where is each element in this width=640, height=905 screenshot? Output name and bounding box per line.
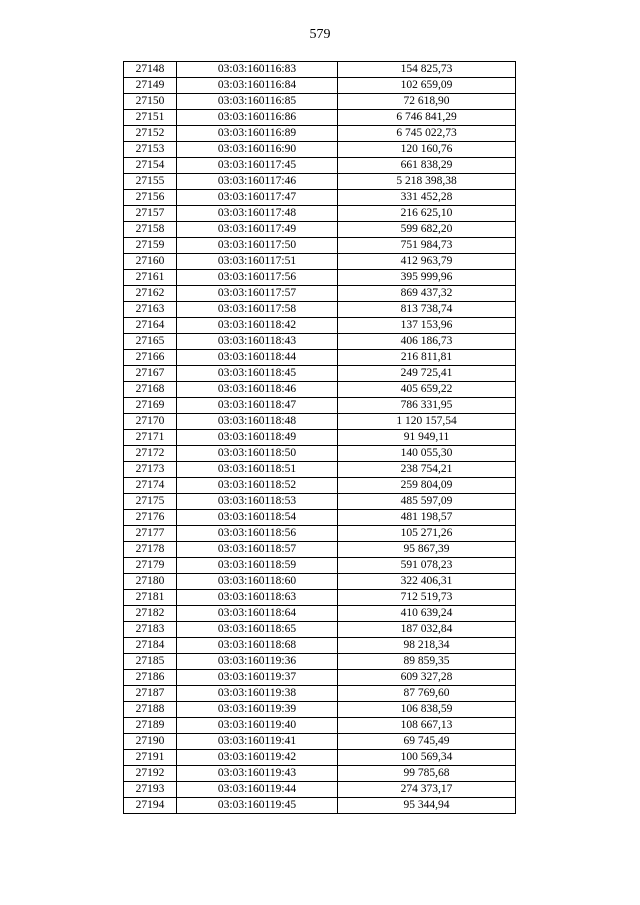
row-number-cell: 27167 [124, 366, 177, 382]
cadastral-number-cell: 03:03:160118:63 [177, 590, 338, 606]
table-row [124, 94, 516, 110]
row-number-cell: 27189 [124, 718, 177, 734]
value-cell: 1 120 157,54 [338, 414, 516, 430]
row-number-cell: 27176 [124, 510, 177, 526]
cadastral-number-cell: 03:03:160117:45 [177, 158, 338, 174]
cadastral-number-cell: 03:03:160118:59 [177, 558, 338, 574]
table-row [124, 350, 516, 366]
row-number-cell: 27155 [124, 174, 177, 190]
row-number-cell: 27168 [124, 382, 177, 398]
value-cell: 91 949,11 [338, 430, 516, 446]
row-number-cell: 27180 [124, 574, 177, 590]
row-number-cell: 27182 [124, 606, 177, 622]
value-cell: 72 618,90 [338, 94, 516, 110]
table-row [124, 318, 516, 334]
value-cell: 100 569,34 [338, 750, 516, 766]
row-number-cell: 27153 [124, 142, 177, 158]
value-cell: 216 811,81 [338, 350, 516, 366]
table-row [124, 238, 516, 254]
table-row [124, 750, 516, 766]
row-number-cell: 27171 [124, 430, 177, 446]
table-row [124, 462, 516, 478]
cadastral-number-cell: 03:03:160118:68 [177, 638, 338, 654]
row-number-cell: 27166 [124, 350, 177, 366]
cadastral-number-cell: 03:03:160117:51 [177, 254, 338, 270]
cadastral-number-cell: 03:03:160117:48 [177, 206, 338, 222]
value-cell: 249 725,41 [338, 366, 516, 382]
cadastral-number-cell: 03:03:160118:50 [177, 446, 338, 462]
cadastral-number-cell: 03:03:160118:46 [177, 382, 338, 398]
value-cell: 99 785,68 [338, 766, 516, 782]
row-number-cell: 27148 [124, 62, 177, 78]
row-number-cell: 27156 [124, 190, 177, 206]
table-row [124, 670, 516, 686]
table-row [124, 734, 516, 750]
row-number-cell: 27186 [124, 670, 177, 686]
cadastral-number-cell: 03:03:160118:42 [177, 318, 338, 334]
value-cell: 813 738,74 [338, 302, 516, 318]
row-number-cell: 27158 [124, 222, 177, 238]
cadastral-number-cell: 03:03:160119:36 [177, 654, 338, 670]
cadastral-number-cell: 03:03:160116:90 [177, 142, 338, 158]
row-number-cell: 27181 [124, 590, 177, 606]
cadastral-number-cell: 03:03:160119:37 [177, 670, 338, 686]
table-row [124, 254, 516, 270]
value-cell: 105 271,26 [338, 526, 516, 542]
table-row [124, 702, 516, 718]
table-row [124, 158, 516, 174]
row-number-cell: 27190 [124, 734, 177, 750]
cadastral-number-cell: 03:03:160119:44 [177, 782, 338, 798]
row-number-cell: 27191 [124, 750, 177, 766]
cadastral-number-cell: 03:03:160118:51 [177, 462, 338, 478]
table-row [124, 766, 516, 782]
value-cell: 599 682,20 [338, 222, 516, 238]
row-number-cell: 27152 [124, 126, 177, 142]
row-number-cell: 27185 [124, 654, 177, 670]
row-number-cell: 27184 [124, 638, 177, 654]
row-number-cell: 27193 [124, 782, 177, 798]
value-cell: 274 373,17 [338, 782, 516, 798]
cadastral-number-cell: 03:03:160118:54 [177, 510, 338, 526]
row-number-cell: 27162 [124, 286, 177, 302]
value-cell: 108 667,13 [338, 718, 516, 734]
value-cell: 869 437,32 [338, 286, 516, 302]
cadastral-number-cell: 03:03:160117:57 [177, 286, 338, 302]
cadastral-number-cell: 03:03:160119:43 [177, 766, 338, 782]
value-cell: 238 754,21 [338, 462, 516, 478]
value-cell: 140 055,30 [338, 446, 516, 462]
table-row [124, 574, 516, 590]
table-row [124, 286, 516, 302]
cadastral-number-cell: 03:03:160116:83 [177, 62, 338, 78]
value-cell: 259 804,09 [338, 478, 516, 494]
row-number-cell: 27183 [124, 622, 177, 638]
row-number-cell: 27178 [124, 542, 177, 558]
value-cell: 95 867,39 [338, 542, 516, 558]
cadastral-number-cell: 03:03:160116:84 [177, 78, 338, 94]
value-cell: 405 659,22 [338, 382, 516, 398]
table-row [124, 430, 516, 446]
table-body [124, 62, 516, 814]
table-row [124, 558, 516, 574]
value-cell: 410 639,24 [338, 606, 516, 622]
value-cell: 98 218,34 [338, 638, 516, 654]
value-cell: 187 032,84 [338, 622, 516, 638]
table-row [124, 366, 516, 382]
value-cell: 102 659,09 [338, 78, 516, 94]
cadastral-number-cell: 03:03:160116:85 [177, 94, 338, 110]
cadastral-number-cell: 03:03:160118:60 [177, 574, 338, 590]
table-row [124, 302, 516, 318]
cadastral-number-cell: 03:03:160119:45 [177, 798, 338, 814]
table-row [124, 782, 516, 798]
cadastral-number-cell: 03:03:160118:56 [177, 526, 338, 542]
cadastral-number-cell: 03:03:160118:44 [177, 350, 338, 366]
value-cell: 751 984,73 [338, 238, 516, 254]
cadastral-number-cell: 03:03:160118:47 [177, 398, 338, 414]
table-row [124, 222, 516, 238]
cadastral-number-cell: 03:03:160118:57 [177, 542, 338, 558]
table-row [124, 542, 516, 558]
value-cell: 406 186,73 [338, 334, 516, 350]
table-row [124, 270, 516, 286]
table-row [124, 606, 516, 622]
cadastral-number-cell: 03:03:160119:41 [177, 734, 338, 750]
row-number-cell: 27159 [124, 238, 177, 254]
value-cell: 87 769,60 [338, 686, 516, 702]
value-cell: 331 452,28 [338, 190, 516, 206]
cadastral-value-table [123, 61, 516, 814]
value-cell: 120 160,76 [338, 142, 516, 158]
table-row [124, 798, 516, 814]
table-row [124, 414, 516, 430]
cadastral-number-cell: 03:03:160118:53 [177, 494, 338, 510]
value-cell: 322 406,31 [338, 574, 516, 590]
value-cell: 137 153,96 [338, 318, 516, 334]
row-number-cell: 27150 [124, 94, 177, 110]
value-cell: 485 597,09 [338, 494, 516, 510]
value-cell: 89 859,35 [338, 654, 516, 670]
table-row [124, 190, 516, 206]
table-row [124, 78, 516, 94]
cadastral-number-cell: 03:03:160117:49 [177, 222, 338, 238]
row-number-cell: 27154 [124, 158, 177, 174]
cadastral-number-cell: 03:03:160118:45 [177, 366, 338, 382]
table-row [124, 686, 516, 702]
value-cell: 786 331,95 [338, 398, 516, 414]
cadastral-number-cell: 03:03:160118:49 [177, 430, 338, 446]
row-number-cell: 27194 [124, 798, 177, 814]
cadastral-number-cell: 03:03:160118:48 [177, 414, 338, 430]
value-cell: 5 218 398,38 [338, 174, 516, 190]
table-row [124, 590, 516, 606]
row-number-cell: 27192 [124, 766, 177, 782]
table-row [124, 382, 516, 398]
value-cell: 216 625,10 [338, 206, 516, 222]
table-row [124, 142, 516, 158]
value-cell: 412 963,79 [338, 254, 516, 270]
value-cell: 6 745 022,73 [338, 126, 516, 142]
table-row [124, 526, 516, 542]
cadastral-number-cell: 03:03:160116:86 [177, 110, 338, 126]
table-row [124, 206, 516, 222]
table-row [124, 62, 516, 78]
value-cell: 712 519,73 [338, 590, 516, 606]
value-cell: 395 999,96 [338, 270, 516, 286]
table-row [124, 638, 516, 654]
table-row [124, 494, 516, 510]
row-number-cell: 27161 [124, 270, 177, 286]
value-cell: 661 838,29 [338, 158, 516, 174]
value-cell: 69 745,49 [338, 734, 516, 750]
table-row [124, 446, 516, 462]
table-row [124, 398, 516, 414]
table-row [124, 110, 516, 126]
table-row [124, 478, 516, 494]
row-number-cell: 27151 [124, 110, 177, 126]
table-row [124, 334, 516, 350]
value-cell: 481 198,57 [338, 510, 516, 526]
table-row [124, 174, 516, 190]
row-number-cell: 27173 [124, 462, 177, 478]
table-row [124, 718, 516, 734]
page-number: 579 [309, 27, 331, 42]
table-row [124, 510, 516, 526]
row-number-cell: 27164 [124, 318, 177, 334]
row-number-cell: 27165 [124, 334, 177, 350]
cadastral-number-cell: 03:03:160119:42 [177, 750, 338, 766]
row-number-cell: 27170 [124, 414, 177, 430]
value-cell: 6 746 841,29 [338, 110, 516, 126]
value-cell: 106 838,59 [338, 702, 516, 718]
value-cell: 609 327,28 [338, 670, 516, 686]
row-number-cell: 27163 [124, 302, 177, 318]
cadastral-number-cell: 03:03:160118:43 [177, 334, 338, 350]
cadastral-number-cell: 03:03:160119:38 [177, 686, 338, 702]
cadastral-number-cell: 03:03:160117:50 [177, 238, 338, 254]
cadastral-number-cell: 03:03:160117:58 [177, 302, 338, 318]
row-number-cell: 27160 [124, 254, 177, 270]
table-row [124, 622, 516, 638]
value-cell: 154 825,73 [338, 62, 516, 78]
row-number-cell: 27157 [124, 206, 177, 222]
row-number-cell: 27172 [124, 446, 177, 462]
row-number-cell: 27174 [124, 478, 177, 494]
row-number-cell: 27188 [124, 702, 177, 718]
row-number-cell: 27149 [124, 78, 177, 94]
value-cell: 591 078,23 [338, 558, 516, 574]
cadastral-number-cell: 03:03:160119:40 [177, 718, 338, 734]
row-number-cell: 27187 [124, 686, 177, 702]
cadastral-number-cell: 03:03:160116:89 [177, 126, 338, 142]
cadastral-number-cell: 03:03:160118:52 [177, 478, 338, 494]
cadastral-number-cell: 03:03:160119:39 [177, 702, 338, 718]
row-number-cell: 27179 [124, 558, 177, 574]
cadastral-number-cell: 03:03:160117:47 [177, 190, 338, 206]
table-row [124, 654, 516, 670]
cadastral-number-cell: 03:03:160117:46 [177, 174, 338, 190]
cadastral-number-cell: 03:03:160118:65 [177, 622, 338, 638]
table-row [124, 126, 516, 142]
value-cell: 95 344,94 [338, 798, 516, 814]
cadastral-number-cell: 03:03:160117:56 [177, 270, 338, 286]
row-number-cell: 27175 [124, 494, 177, 510]
cadastral-number-cell: 03:03:160118:64 [177, 606, 338, 622]
row-number-cell: 27177 [124, 526, 177, 542]
row-number-cell: 27169 [124, 398, 177, 414]
